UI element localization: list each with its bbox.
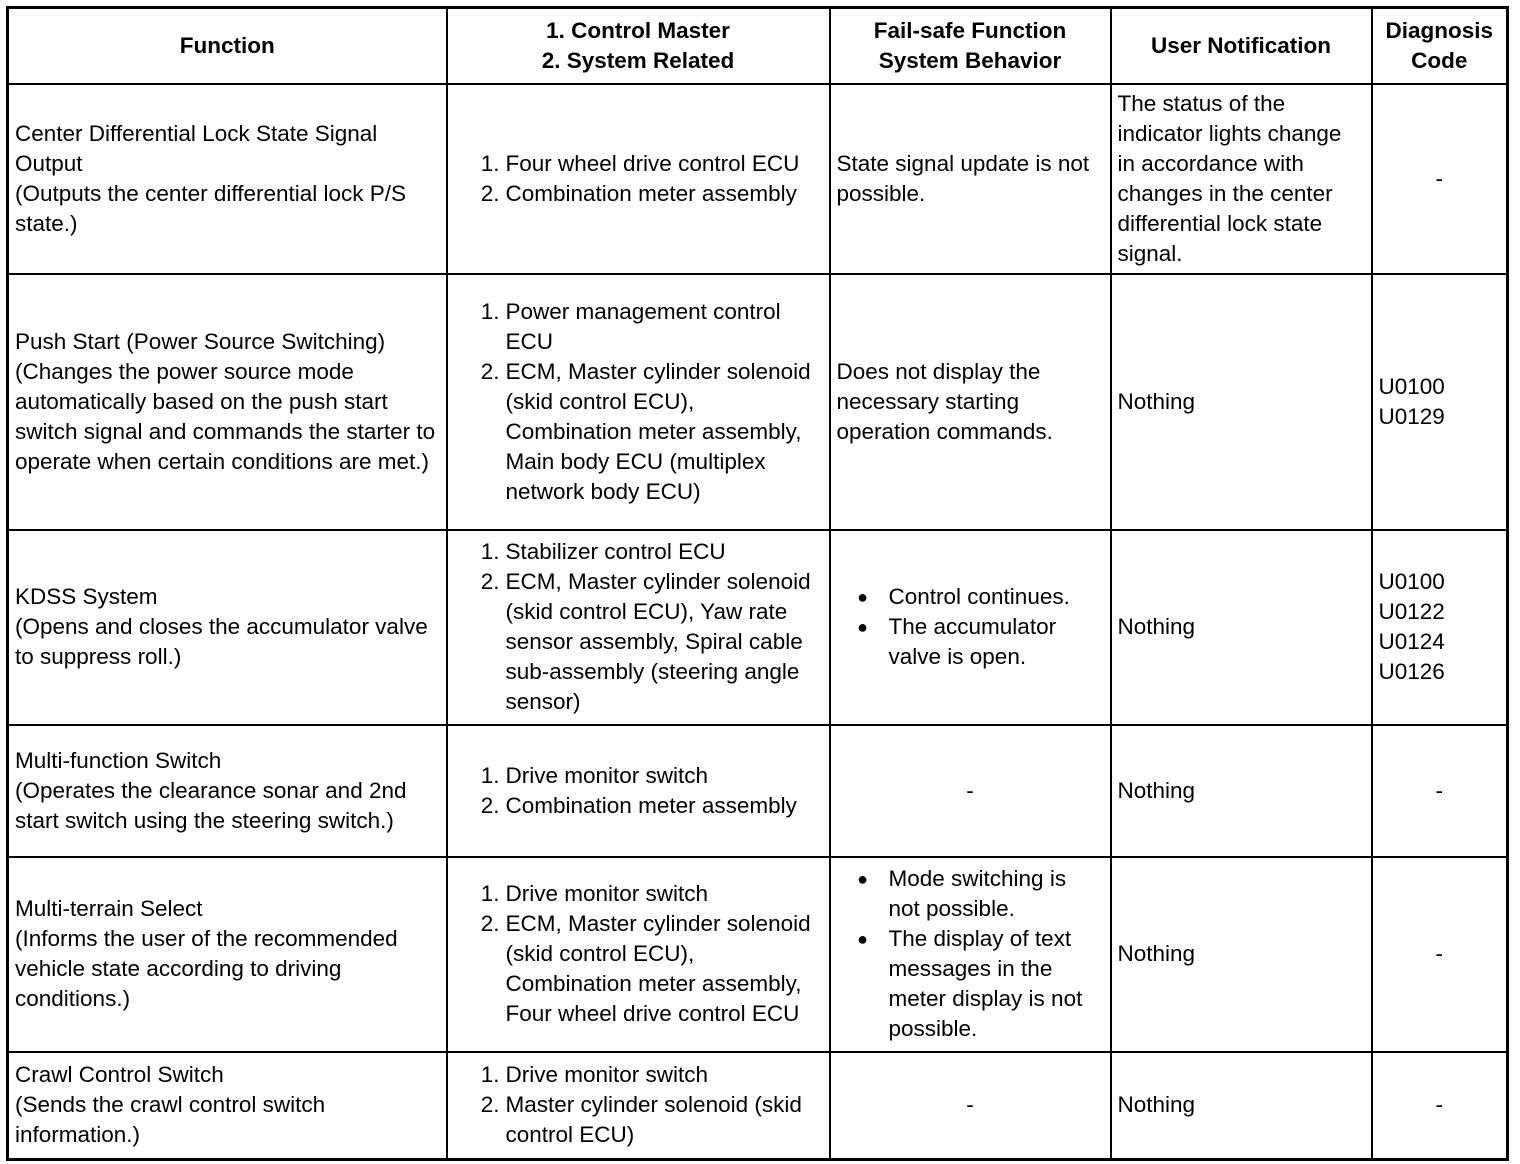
control-cell: 1. Stabilizer control ECU 2. ECM, Master cylinder solenoid (skid control ECU), Yaw rate sensor assembly, Spiral cable sub-assembly (steering angle sensor) <box>447 530 830 725</box>
table-row <box>8 274 1508 530</box>
function-table <box>6 6 1509 1161</box>
notification-cell: Nothing <box>1111 274 1372 530</box>
failsafe-cell: ● Control continues. ● The accumulator valve is open. <box>830 530 1111 725</box>
control-cell: 1. Drive monitor switch 2. Master cylinder solenoid (skid control ECU) <box>447 1052 830 1160</box>
control-cell: 1. Four wheel drive control ECU 2. Combination meter assembly <box>447 84 830 274</box>
bullet-icon: ● <box>857 929 868 949</box>
header-diagnosis: Diagnosis Code <box>1372 8 1508 84</box>
diagnosis-code-cell: U0100 U0129 <box>1372 274 1508 530</box>
table-row <box>8 1052 1508 1160</box>
notification-cell: Nothing <box>1111 725 1372 857</box>
control-cell: 1. Drive monitor switch 2. ECM, Master cylinder solenoid (skid control ECU), Combination meter assembly, Four wheel drive control ECU <box>447 857 830 1052</box>
diagnosis-code-cell: - <box>1372 1052 1508 1160</box>
failsafe-cell: State signal update is not possible. <box>830 84 1111 274</box>
diagnosis-code-cell: - <box>1372 84 1508 274</box>
function-cell: Center Differential Lock State Signal Output (Outputs the center differential lock P/S state.) <box>8 84 447 274</box>
function-cell: Push Start (Power Source Switching) (Changes the power source mode automatically based on the push start switch signal and commands the starter to operate when certain conditions are met.) <box>8 274 447 530</box>
bullet-icon: ● <box>857 869 868 889</box>
function-cell: KDSS System (Opens and closes the accumulator valve to suppress roll.) <box>8 530 447 725</box>
failsafe-cell: ● Mode switching is not possible. ● The display of text messages in the meter display is not possible. <box>830 857 1111 1052</box>
function-cell: Crawl Control Switch (Sends the crawl control switch information.) <box>8 1052 447 1160</box>
table-row <box>8 530 1508 725</box>
notification-cell: Nothing <box>1111 530 1372 725</box>
diagnosis-code-cell: - <box>1372 725 1508 857</box>
function-cell: Multi-terrain Select (Informs the user of the recommended vehicle state according to driving conditions.) <box>8 857 447 1052</box>
header-row <box>8 8 1508 84</box>
header-notification: User Notification <box>1111 8 1372 84</box>
header-control: 1. Control Master 2. System Related <box>447 8 830 84</box>
bullet-icon: ● <box>857 617 868 637</box>
notification-cell: Nothing <box>1111 1052 1372 1160</box>
table-row <box>8 84 1508 274</box>
diagnosis-code-cell: U0100 U0122 U0124 U0126 <box>1372 530 1508 725</box>
table-row <box>8 857 1508 1052</box>
table-row <box>8 725 1508 857</box>
header-failsafe: Fail-safe Function System Behavior <box>830 8 1111 84</box>
failsafe-cell: Does not display the necessary starting operation commands. <box>830 274 1111 530</box>
notification-cell: Nothing <box>1111 857 1372 1052</box>
control-cell: 1. Power management control ECU 2. ECM, Master cylinder solenoid (skid control ECU), Combination meter assembly, Main body ECU (multiplex network body ECU) <box>447 274 830 530</box>
header-function: Function <box>8 8 447 84</box>
failsafe-cell: - <box>830 725 1111 857</box>
notification-cell: The status of the indicator lights change in accordance with changes in the center differential lock state signal. <box>1111 84 1372 274</box>
bullet-icon: ● <box>857 587 868 607</box>
failsafe-cell: - <box>830 1052 1111 1160</box>
function-cell: Multi-function Switch (Operates the clearance sonar and 2nd start switch using the steering switch.) <box>8 725 447 857</box>
diagnosis-code-cell: - <box>1372 857 1508 1052</box>
control-cell: 1. Drive monitor switch 2. Combination meter assembly <box>447 725 830 857</box>
